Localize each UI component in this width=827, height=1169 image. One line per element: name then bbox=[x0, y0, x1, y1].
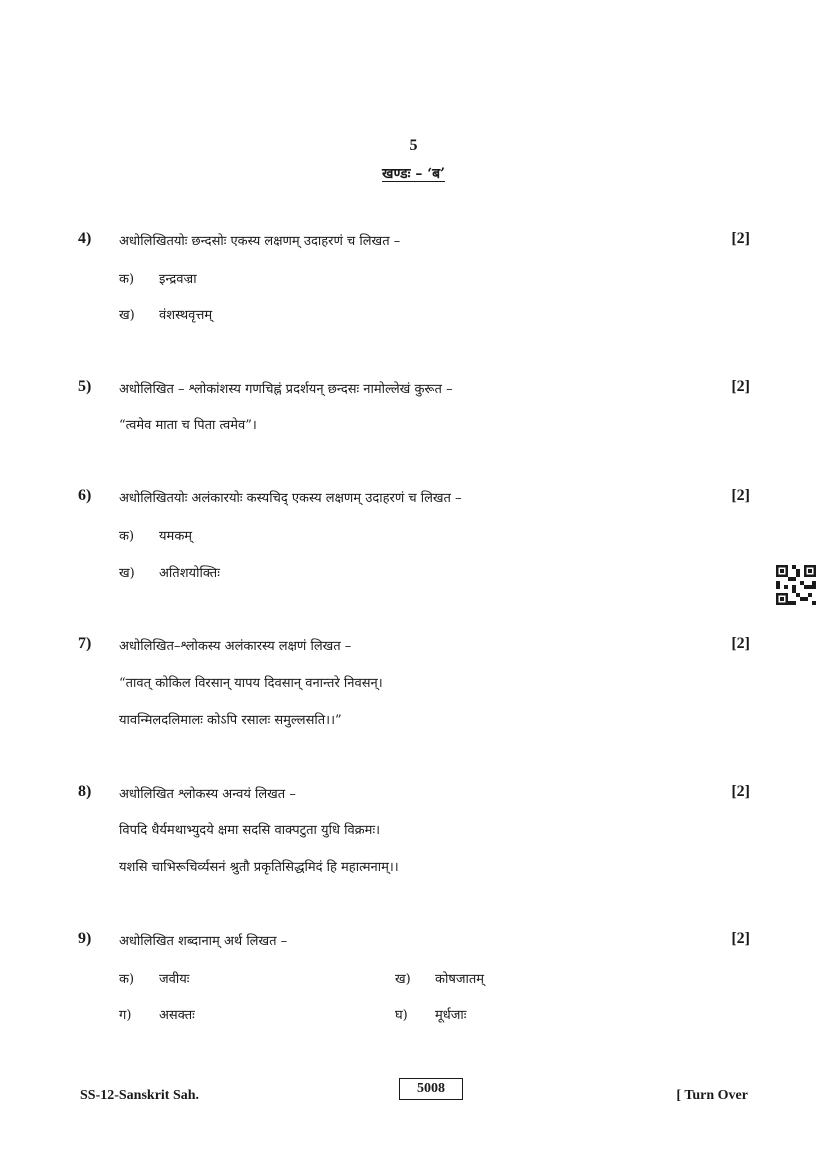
verse-line: “त्वमेव माता च पिता त्वमेव”। bbox=[119, 418, 257, 433]
option-text: कोषजातम् bbox=[435, 972, 485, 987]
option bbox=[395, 1005, 466, 1023]
option-text: अतिशयोक्तिः bbox=[159, 566, 220, 581]
option bbox=[119, 1005, 195, 1023]
question-7 bbox=[78, 635, 750, 728]
verse-line: विपदि धैर्यमथाभ्युदये क्षमा सदसि वाक्पटुता युधि विक्रमः। bbox=[119, 823, 380, 838]
section-title bbox=[0, 164, 827, 183]
option-text: जवीयः bbox=[159, 972, 190, 987]
question-8 bbox=[78, 783, 750, 875]
question-6 bbox=[78, 487, 750, 581]
option-text: वंशस्थवृत्तम् bbox=[159, 308, 213, 323]
question-number: 8) bbox=[78, 783, 92, 800]
option-text: मूर्धजाः bbox=[435, 1008, 467, 1023]
option-label: ख) bbox=[395, 972, 411, 987]
question-marks: [2] bbox=[731, 378, 750, 395]
option bbox=[119, 526, 192, 544]
option-label: ग) bbox=[119, 1008, 132, 1023]
paper-code: SS-12-Sanskrit Sah. bbox=[80, 1088, 200, 1103]
question-text: अधोलिखित शब्दानाम् अर्थ लिखत – bbox=[119, 934, 288, 949]
option bbox=[119, 969, 189, 987]
question-marks: [2] bbox=[731, 930, 750, 947]
question-marks: [2] bbox=[731, 487, 750, 504]
turn-over-label: [ Turn Over bbox=[676, 1088, 748, 1103]
question-number: 4) bbox=[78, 230, 92, 247]
section-title-text: खण्डः – ‘ब’ bbox=[382, 166, 445, 182]
option bbox=[119, 563, 220, 581]
option-text: इन्द्रवज्रा bbox=[159, 272, 197, 287]
option-label: क) bbox=[119, 972, 135, 987]
question-9 bbox=[78, 930, 750, 1023]
verse-line: यावन्मिलदलिमालः कोऽपि रसालः समुल्लसति।।” bbox=[119, 713, 342, 728]
question-number: 6) bbox=[78, 487, 92, 504]
verse-line: “तावत् कोकिल विरसान् यापय दिवसान् वनान्तरे निवसन्। bbox=[119, 676, 383, 691]
option-text: असक्तः bbox=[159, 1008, 195, 1023]
question-text: अधोलिखितयोः छन्दसोः एकस्य लक्षणम् उदाहरणं च लिखत – bbox=[119, 234, 401, 249]
qr-code bbox=[776, 565, 816, 605]
question-text: अधोलिखित श्लोकस्य अन्वयं लिखत – bbox=[119, 787, 296, 802]
question-marks: [2] bbox=[731, 783, 750, 800]
option-label: ख) bbox=[119, 308, 135, 323]
question-marks: [2] bbox=[731, 230, 750, 247]
option-label: क) bbox=[119, 272, 135, 287]
option bbox=[119, 305, 212, 323]
option-label: ख) bbox=[119, 566, 135, 581]
page-number: 5 bbox=[409, 137, 418, 154]
question-number: 9) bbox=[78, 930, 92, 947]
option bbox=[395, 969, 484, 987]
option-label: क) bbox=[119, 529, 135, 544]
verse-line: यशसि चाभिरूचिर्व्यसनं श्रुतौ प्रकृतिसिद्धमिदं हि महात्मनाम्।। bbox=[119, 860, 399, 875]
question-number: 7) bbox=[78, 635, 92, 652]
question-text: अधोलिखित – श्लोकांशस्य गणचिह्नं प्रदर्शयन् छन्दसः नामोल्लेखं कुरूत – bbox=[119, 382, 453, 397]
page-code-box: 5008 bbox=[399, 1078, 463, 1100]
option-text: यमकम् bbox=[159, 529, 193, 544]
option bbox=[119, 269, 197, 287]
question-5 bbox=[78, 378, 750, 433]
question-marks: [2] bbox=[731, 635, 750, 652]
option-label: घ) bbox=[395, 1008, 408, 1023]
question-text: अधोलिखितयोः अलंकारयोः कस्यचिद् एकस्य लक्षणम् उदाहरणं च लिखत – bbox=[119, 491, 462, 506]
question-number: 5) bbox=[78, 378, 92, 395]
question-4 bbox=[78, 230, 750, 323]
question-text: अधोलिखित–श्लोकस्य अलंकारस्य लक्षणं लिखत – bbox=[119, 639, 352, 654]
